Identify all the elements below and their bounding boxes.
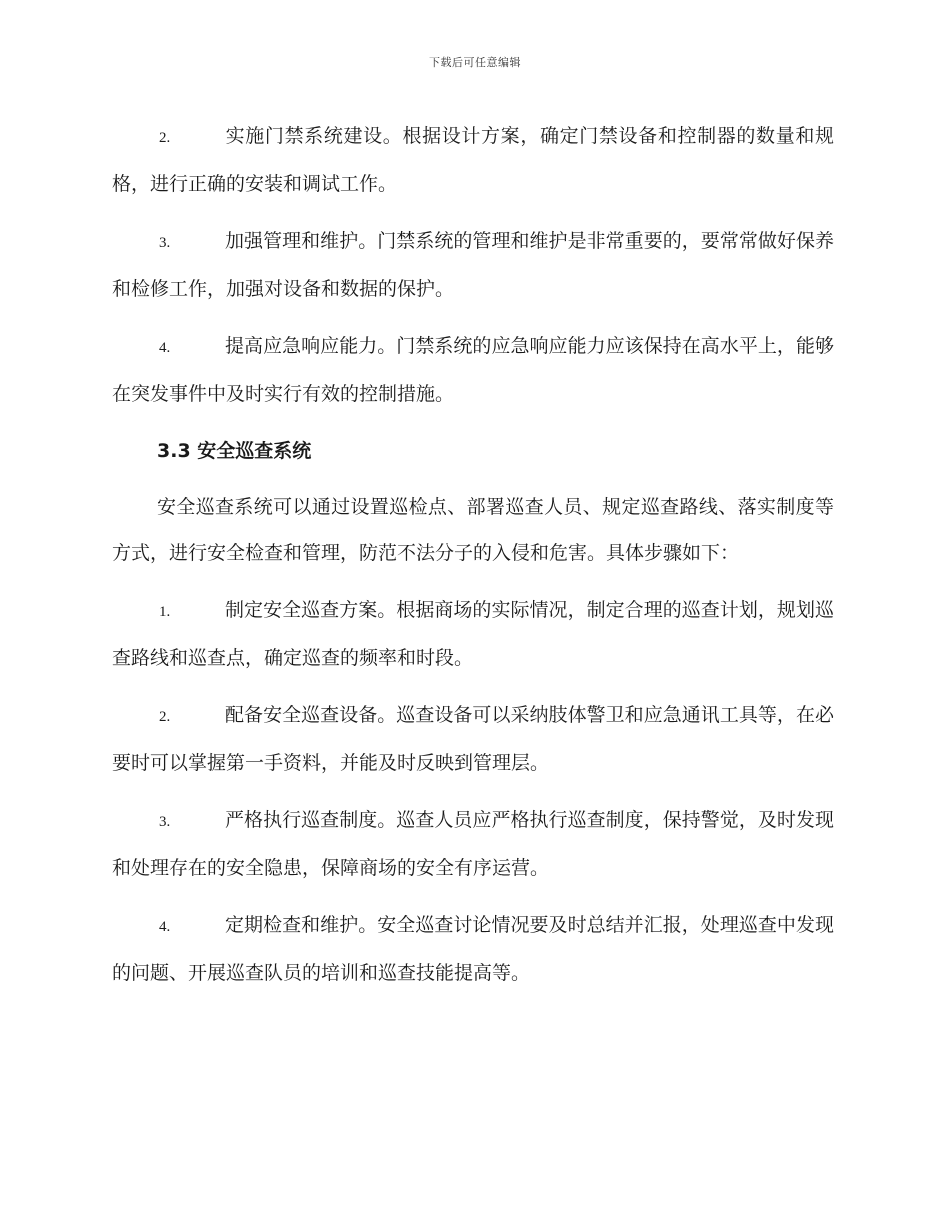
list-number: 2. <box>159 709 171 725</box>
list-number: 3. <box>159 814 171 830</box>
list-text: 提高应急响应能力。门禁系统的应急响应能力应该保持在高水平上，能够在突发事件中及时实行有效的控制措施。 <box>112 335 834 405</box>
list-item <box>112 692 834 786</box>
list-text: 定期检查和维护。安全巡查讨论情况要及时总结并汇报，处理巡查中发现的问题、开展巡查队员的培训和巡查技能提高等。 <box>112 914 834 984</box>
section-heading: 3.3 安全巡查系统 <box>157 440 312 462</box>
list-text: 严格执行巡查制度。巡查人员应严格执行巡查制度，保持警觉，及时发现和处理存在的安全隐患，保障商场的安全有序运营。 <box>112 809 834 879</box>
list-number: 4. <box>159 340 171 356</box>
section-intro: 安全巡查系统可以通过设置巡检点、部署巡查人员、规定巡查路线、落实制度等方式，进行安全检查和管理，防范不法分子的入侵和危害。具体步骤如下： <box>112 496 834 564</box>
list-item <box>112 113 834 207</box>
list-item <box>112 587 834 681</box>
list-item <box>112 218 834 312</box>
list-text: 加强管理和维护。门禁系统的管理和维护是非常重要的，要常常做好保养和检修工作，加强对设备和数据的保护。 <box>112 230 834 300</box>
list-item <box>112 902 834 996</box>
list-text: 实施门禁系统建设。根据设计方案，确定门禁设备和控制器的数量和规格，进行正确的安装和调试工作。 <box>112 125 834 195</box>
page-header: 下载后可任意编辑 <box>429 56 521 69</box>
list-item <box>112 323 834 417</box>
list-number: 2. <box>159 130 171 146</box>
document-body <box>112 113 834 1007</box>
list-number: 3. <box>159 235 171 251</box>
list-number: 4. <box>159 919 171 935</box>
list-item <box>112 797 834 891</box>
list-number: 1. <box>159 604 171 620</box>
list-text: 制定安全巡查方案。根据商场的实际情况，制定合理的巡查计划，规划巡查路线和巡查点，确定巡查的频率和时段。 <box>112 599 834 669</box>
list-text: 配备安全巡查设备。巡查设备可以采纳肢体警卫和应急通讯工具等，在必要时可以掌握第一手资料，并能及时反映到管理层。 <box>112 704 834 774</box>
